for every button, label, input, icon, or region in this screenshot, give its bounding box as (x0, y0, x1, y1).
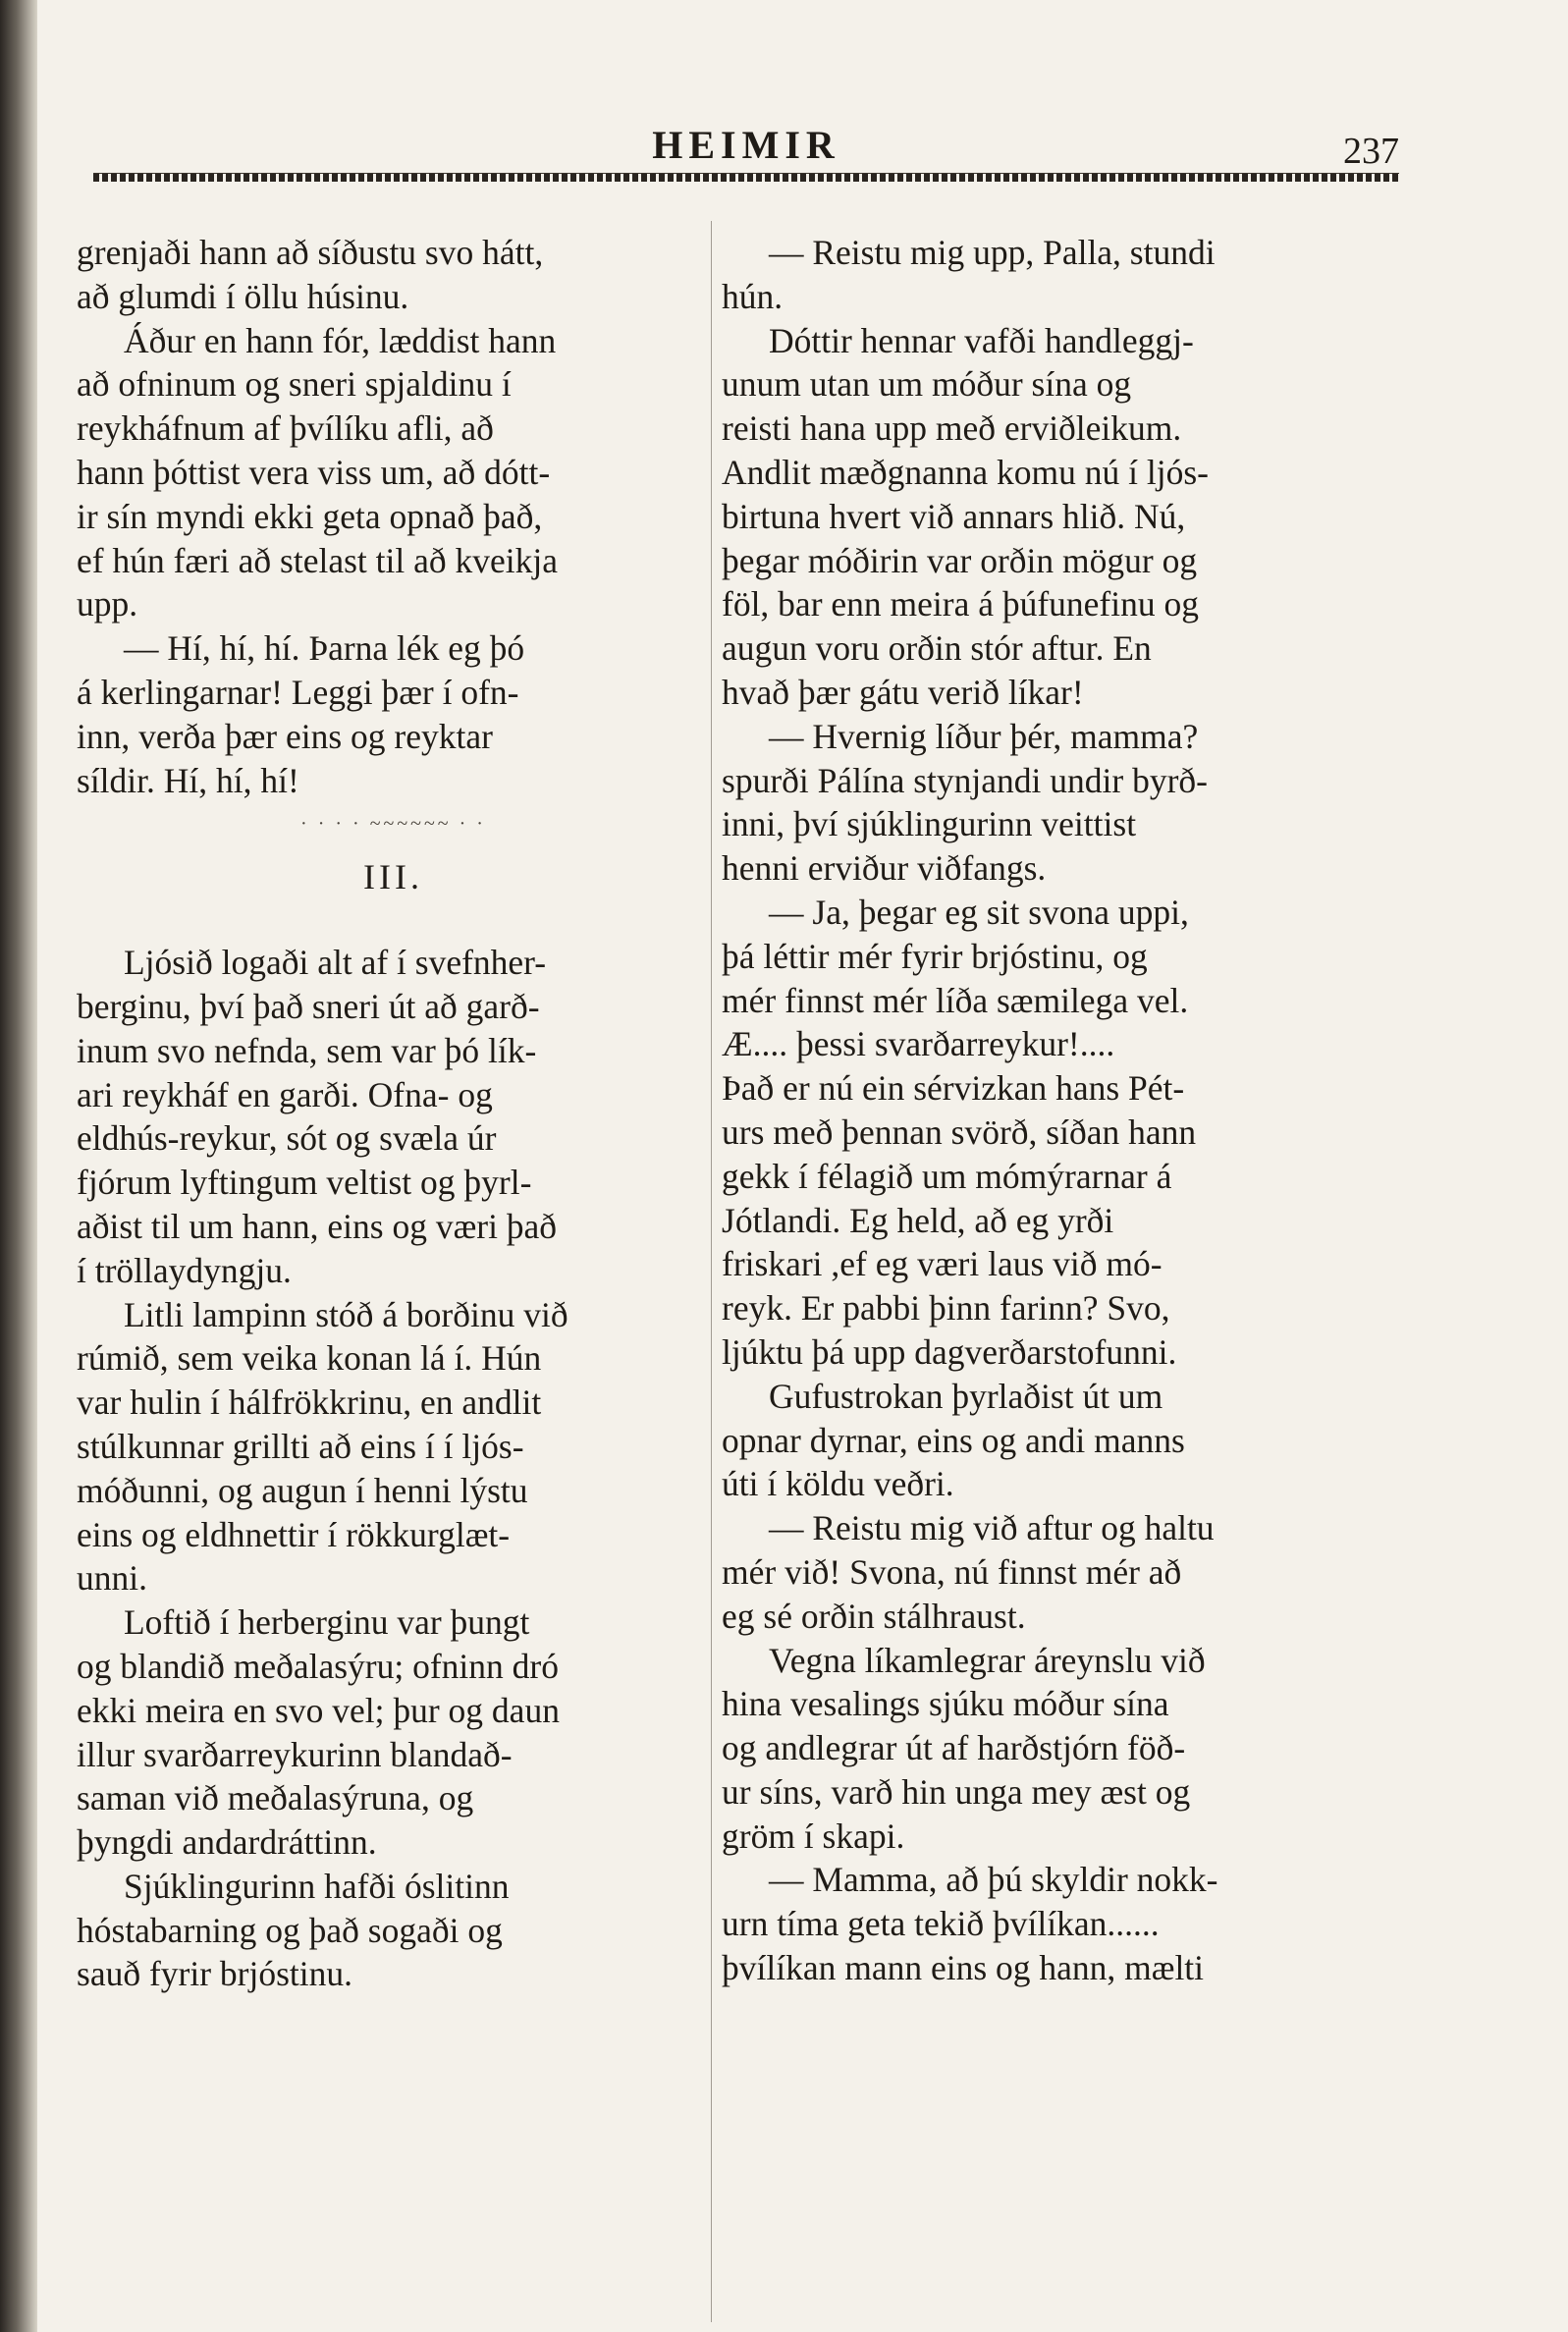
text-line: föl, bar enn meira á þúfunefinu og (722, 584, 1199, 624)
left-column-text-after (77, 941, 710, 1996)
text-line: í tröllaydyngju. (77, 1250, 292, 1290)
text-line: Gufustrokan þyrlaðist út um (769, 1376, 1163, 1416)
text-line: Dóttir hennar vafði handleggj- (769, 320, 1194, 360)
text-line: stúlkunnar grillti að eins í í ljós- (77, 1426, 524, 1466)
text-line: á kerlingarnar! Leggi þær í ofn- (77, 672, 519, 712)
text-line: gekk í félagið um mómýrarnar á (722, 1156, 1172, 1196)
section-heading: III. (363, 857, 423, 897)
text-line: hina vesalings sjúku móður sína (722, 1684, 1169, 1724)
text-line: opnar dyrnar, eins og andi manns (722, 1420, 1185, 1460)
text-line: grenjaði hann að síðustu svo hátt, (77, 233, 544, 272)
text-line: Æ.... þessi svarðarreykur!.... (722, 1024, 1115, 1064)
text-line: Loftið í herberginu var þungt (124, 1602, 530, 1643)
text-line: — Mamma, að þú skyldir nokk- (769, 1860, 1218, 1900)
text-line: úti í köldu veðri. (722, 1464, 954, 1504)
text-line: þá léttir mér fyrir brjóstinu, og (722, 936, 1148, 976)
text-line: þegar móðirin var orðin mögur og (722, 540, 1198, 580)
text-line: — Hí, hí, hí. Þarna lék eg þó (124, 628, 525, 669)
text-line: birtuna hvert við annars hlið. Nú, (722, 496, 1186, 536)
text-line: reyk. Er pabbi þinn farinn? Svo, (722, 1288, 1170, 1329)
text-line: Andlit mæðgnanna komu nú í ljós- (722, 452, 1209, 492)
right-column (722, 231, 1399, 1990)
text-line: inni, því sjúklingurinn veittist (722, 804, 1137, 844)
text-line: urn tíma geta tekið þvílíkan...... (722, 1904, 1160, 1944)
text-line: augun voru orðin stór aftur. En (722, 628, 1152, 669)
right-column-text (722, 231, 1399, 1990)
text-line: hann þóttist vera viss um, að dótt- (77, 452, 551, 492)
text-line: þvílíkan mann eins og hann, mælti (722, 1948, 1205, 1988)
text-line: — Hvernig líður þér, mamma? (769, 716, 1199, 756)
text-line: ir sín myndi ekki geta opnað það, (77, 496, 543, 536)
left-column-text (77, 231, 710, 802)
text-line: síldir. Hí, hí, hí! (77, 760, 299, 800)
text-line: — Ja, þegar eg sit svona uppi, (769, 892, 1189, 932)
text-line: upp. (77, 584, 138, 624)
page-binding-shadow (0, 0, 37, 2332)
text-line: Sjúklingurinn hafði óslitinn (124, 1866, 510, 1906)
text-line: fjórum lyftingum veltist og þyrl- (77, 1163, 532, 1203)
text-line: ur síns, varð hin unga mey æst og (722, 1771, 1191, 1812)
text-line: unum utan um móður sína og (722, 364, 1132, 405)
page-header (93, 108, 1399, 187)
text-line: inum svo nefnda, sem var þó lík- (77, 1030, 537, 1070)
text-line: — Reistu mig við aftur og haltu (769, 1508, 1215, 1548)
text-line: mér finnst mér líða sæmilega vel. (722, 980, 1189, 1020)
text-line: spurði Pálína stynjandi undir byrð- (722, 760, 1208, 800)
text-line: gröm í skapi. (722, 1816, 905, 1856)
text-line: Það er nú ein sérvizkan hans Pét- (722, 1068, 1185, 1109)
text-line: hóstabarning og það sogaði og (77, 1910, 503, 1950)
text-line: og andlegrar út af harðstjórn föð- (722, 1728, 1186, 1768)
text-line: móðunni, og augun í henni lýstu (77, 1470, 528, 1510)
text-line: ari reykháf en garði. Ofna- og (77, 1074, 493, 1114)
text-line: Litli lampinn stóð á borðinu við (124, 1294, 568, 1334)
page-number: 237 (1343, 131, 1399, 172)
text-line: Áður en hann fór, læddist hann (124, 320, 557, 360)
text-line: unni. (77, 1558, 147, 1599)
text-line: ljúktu þá upp dagverðarstofunni. (722, 1331, 1177, 1372)
text-line: ekki meira en svo vel; þur og daun (77, 1690, 560, 1730)
text-line: aðist til um hann, eins og væri það (77, 1206, 558, 1246)
text-line: eg sé orðin stálhraust. (722, 1596, 1026, 1636)
text-line: að ofninum og sneri spjaldinu í (77, 364, 512, 405)
text-line: saman við meðalasýruna, og (77, 1778, 474, 1818)
text-line: henni erviður viðfangs. (722, 848, 1047, 889)
text-line: — Reistu mig upp, Palla, stundi (769, 233, 1216, 272)
text-line: Ljósið logaði alt af í svefnher- (124, 943, 547, 983)
text-line: ef hún færi að stelast til að kveikja (77, 540, 558, 580)
running-title: HEIMIR (652, 123, 840, 167)
left-column (77, 231, 710, 1996)
text-line: hún. (722, 276, 784, 316)
text-line: berginu, því það sneri út að garð- (77, 986, 540, 1026)
text-line: mér við! Svona, nú finnst mér að (722, 1551, 1182, 1592)
text-line: sauð fyrir brjóstinu. (77, 1954, 353, 1994)
text-line: hvað þær gátu verið líkar! (722, 672, 1084, 712)
column-divider (711, 221, 712, 2322)
section-divider-ornament: · · · · ~~~~~~ · · (300, 813, 486, 836)
text-line: reykháfnum af þvílíku afli, að (77, 408, 494, 449)
text-line: reisti hana upp með erviðleikum. (722, 408, 1182, 449)
text-line: Jótlandi. Eg held, að eg yrði (722, 1200, 1114, 1240)
text-line: og blandið meðalasýru; ofninn dró (77, 1646, 559, 1686)
text-line: inn, verða þær eins og reyktar (77, 716, 493, 756)
text-line: friskari ,ef eg væri laus við mó- (722, 1244, 1162, 1284)
text-line: eldhús-reykur, sót og svæla úr (77, 1118, 497, 1159)
text-line: urs með þennan svörð, síðan hann (722, 1112, 1197, 1152)
text-line: að glumdi í öllu húsinu. (77, 276, 409, 316)
text-line: var hulin í hálfrökkrinu, en andlit (77, 1383, 542, 1423)
text-line: Vegna líkamlegrar áreynslu við (769, 1640, 1206, 1680)
text-line: þyngdi andardráttinn. (77, 1822, 377, 1863)
text-line: eins og eldhnettir í rökkurglæt- (77, 1514, 511, 1554)
text-line: rúmið, sem veika konan lá í. Hún (77, 1338, 542, 1379)
text-line: illur svarðarreykurinn blandað- (77, 1734, 513, 1774)
header-rule (93, 173, 1399, 182)
